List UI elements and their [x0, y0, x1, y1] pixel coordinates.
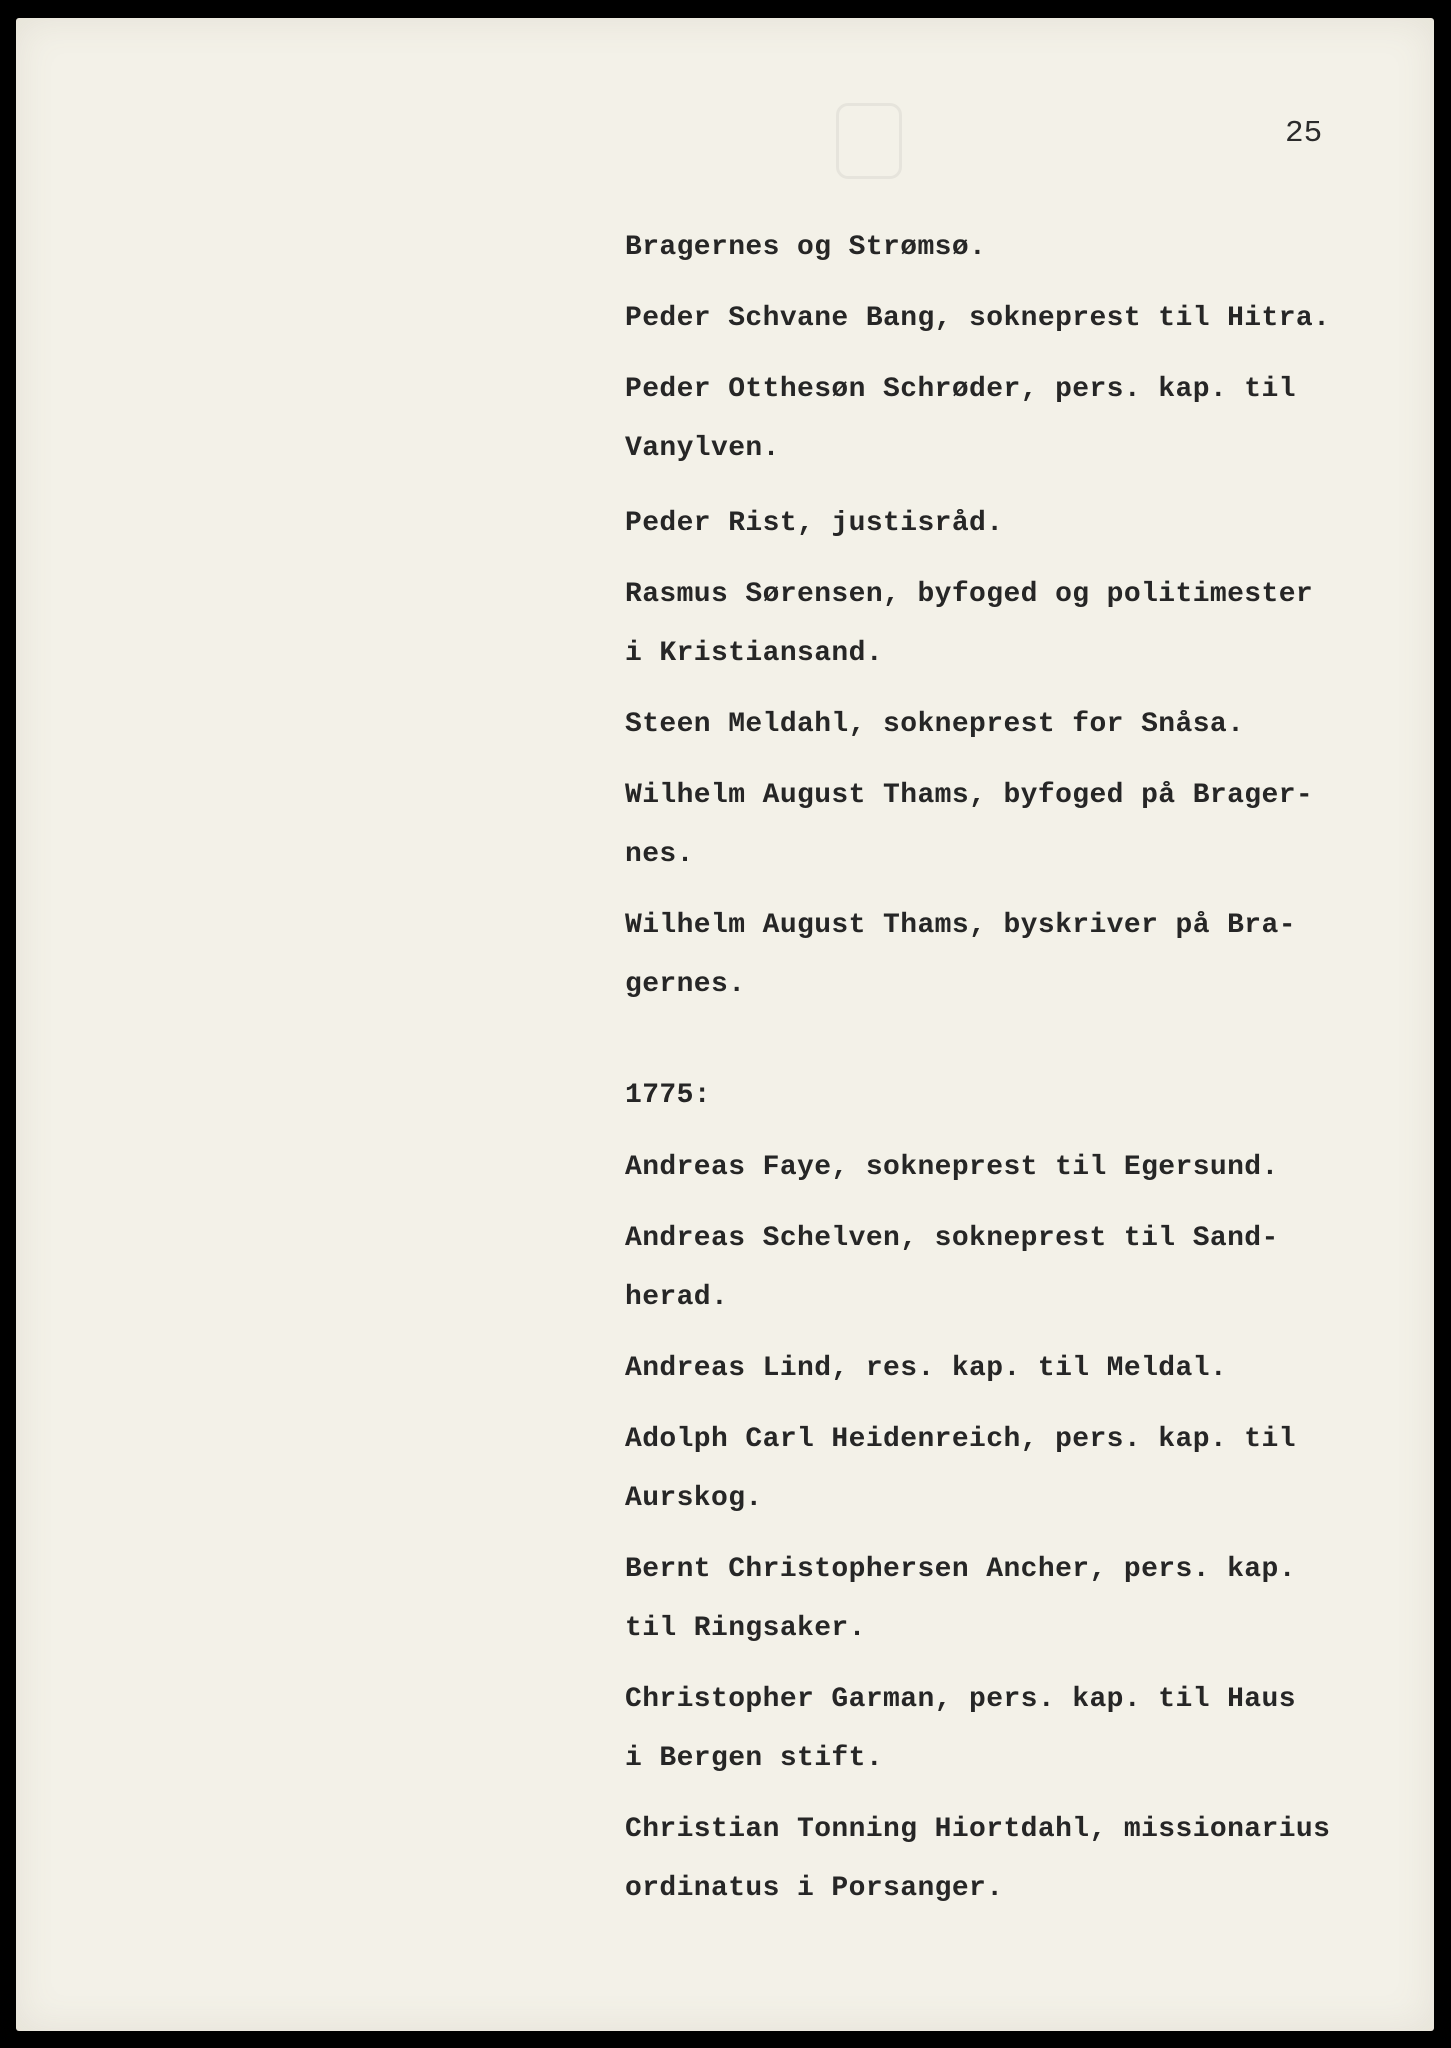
entry-line: i Bergen stift.: [625, 1743, 884, 1774]
entry-line: Steen Meldahl, sokneprest for Snåsa.: [625, 709, 1245, 740]
entry-line: Aurskog.: [625, 1483, 763, 1514]
entry-line: Peder Otthesøn Schrøder, pers. kap. til: [625, 374, 1296, 405]
year-heading: 1775:: [625, 1080, 712, 1111]
entry-line: gernes.: [625, 969, 746, 1000]
entry-line: Peder Schvane Bang, sokneprest til Hitra.: [625, 303, 1331, 334]
entry-line: nes.: [625, 839, 694, 870]
entry-line: Andreas Faye, sokneprest til Egersund.: [625, 1152, 1279, 1183]
entry-line: i Kristiansand.: [625, 638, 884, 669]
entry-line: Rasmus Sørensen, byfoged og politimester: [625, 579, 1314, 610]
entry-line: Wilhelm August Thams, byskriver på Bra-: [625, 910, 1296, 941]
entry-line: herad.: [625, 1282, 729, 1313]
entry-line: Bernt Christophersen Ancher, pers. kap.: [625, 1554, 1296, 1585]
entry-line: Christian Tonning Hiortdahl, missionarius: [625, 1814, 1331, 1845]
faint-stamp-mark: [836, 103, 902, 179]
entry-line: Christopher Garman, pers. kap. til Haus: [625, 1684, 1296, 1715]
entry-line: Adolph Carl Heidenreich, pers. kap. til: [625, 1424, 1296, 1455]
entry-line: Bragernes og Strømsø.: [625, 232, 987, 263]
entry-line: til Ringsaker.: [625, 1613, 866, 1644]
entry-line: Andreas Schelven, sokneprest til Sand-: [625, 1223, 1279, 1254]
entry-line: Andreas Lind, res. kap. til Meldal.: [625, 1353, 1228, 1384]
entry-line: Vanylven.: [625, 433, 780, 464]
entry-line: Wilhelm August Thams, byfoged på Brager-: [625, 780, 1314, 811]
page-number: 25: [1285, 116, 1323, 151]
entry-line: Peder Rist, justisråd.: [625, 508, 1004, 539]
entry-line: ordinatus i Porsanger.: [625, 1873, 1004, 1904]
